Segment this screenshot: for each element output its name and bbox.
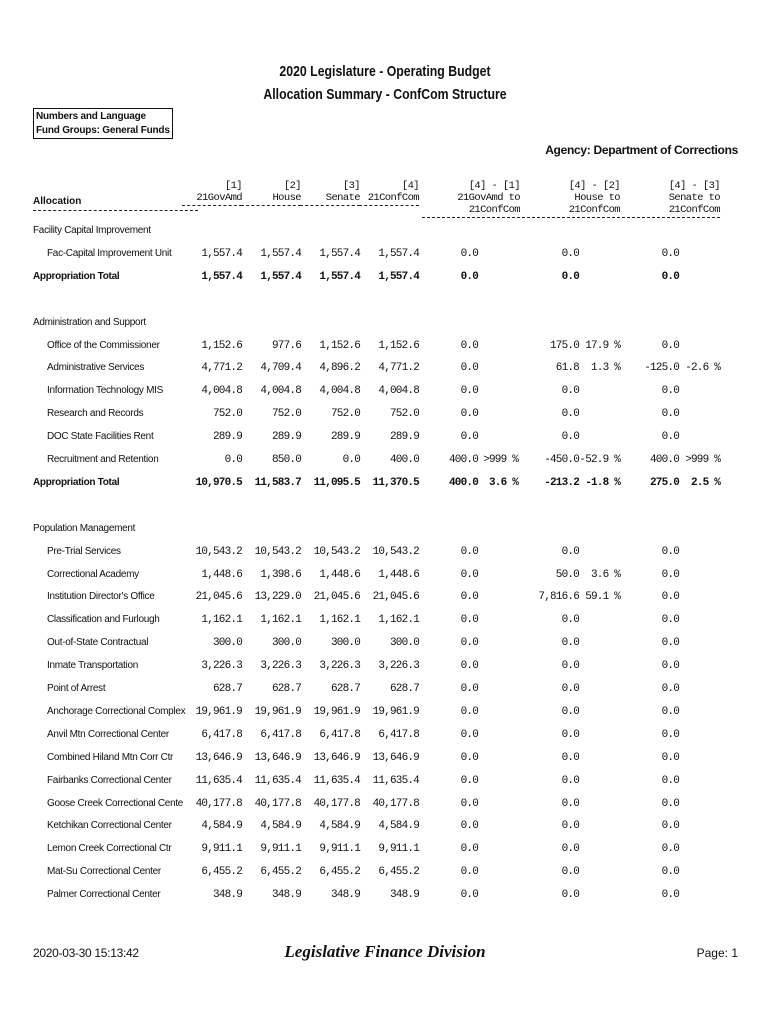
cell-col-4: 3,226.3 [378,660,419,673]
cell-col-3: 348.9 [330,889,360,902]
cell-col-7: 0.0 [561,637,579,650]
cell-col-2: 1,162.1 [260,614,301,627]
cell-col-1: 13,646.9 [195,751,242,764]
cell-col-4: 1,557.4 [378,247,419,260]
cell-col-5: 0.0 [460,705,478,718]
cell-col-7: 0.0 [561,270,579,283]
cell-col-2: 11,583.7 [254,476,301,489]
cell-col-9: -125.0 [644,362,679,375]
cell-col-2: 4,709.4 [260,362,301,375]
cell-col-9: 0.0 [661,866,679,879]
cell-col-7: 0.0 [561,431,579,444]
cell-col-3: 13,646.9 [313,751,360,764]
cell-col-7: 50.0 [555,568,579,581]
cell-col-4: 1,152.6 [378,339,419,352]
col-header-2-num: [2] [283,180,301,192]
cell-col-3: 0.0 [342,454,360,466]
cell-col-2: 850.0 [271,454,301,466]
table-row [0,248,770,268]
cell-col-2: 1,557.4 [260,270,301,283]
row-label: Institution Director's Office [47,591,155,603]
cell-col-5: 0.0 [460,362,478,375]
cell-col-9: 0.0 [661,431,679,444]
cell-col-3: 6,455.2 [319,866,360,879]
section-header [0,317,770,337]
table-row [0,798,770,818]
table-row [0,752,770,772]
col-header-diff-2-name: House to 21ConfCom [522,192,620,218]
cell-col-9: 0.0 [661,545,679,558]
cell-col-1: 10,970.5 [195,476,242,489]
col-header-4-num: [4] [401,180,419,192]
cell-col-7: -450.0 [544,454,579,466]
cell-col-5: 0.0 [460,820,478,833]
row-label: Classification and Furlough [47,614,160,626]
cell-col-9: 0.0 [661,637,679,650]
cell-col-1: 1,557.4 [201,270,242,283]
agency-label: Agency: Department of Corrections [545,143,738,157]
cell-col-7: 0.0 [561,385,579,398]
cell-col-8: 3.6 % [590,568,620,581]
cell-col-1: 4,004.8 [201,385,242,398]
col-header-3-name: Senate [300,192,360,206]
cell-col-5: 400.0 [448,476,478,489]
table-row [0,775,770,795]
cell-col-9: 0.0 [661,683,679,695]
row-label: Palmer Correctional Center [47,889,161,901]
col-header-diff-3-name: Senate to 21ConfCom [622,192,720,218]
col-header-2 [241,180,301,206]
row-label: Lemon Creek Correctional Ctr [47,843,172,855]
cell-col-2: 40,177.8 [254,797,301,810]
row-label: Inmate Transportation [47,660,138,672]
table-row [0,820,770,840]
cell-col-2: 11,635.4 [254,774,301,787]
cell-col-5: 0.0 [460,728,478,741]
cell-col-2: 19,961.9 [254,705,301,718]
cell-col-5: 0.0 [460,247,478,260]
col-header-4-name: 21ConfCom [359,192,419,206]
cell-col-5: 0.0 [460,339,478,352]
table-row [0,454,770,474]
cell-col-1: 10,543.2 [195,545,242,558]
report-timestamp: 2020-03-30 15:13:42 [33,946,139,960]
col-header-diff-2 [522,180,620,218]
cell-col-4: 40,177.8 [372,797,419,810]
section-header [0,225,770,245]
table-row [0,637,770,657]
cell-col-5: 0.0 [460,637,478,650]
cell-col-5: 0.0 [460,591,478,604]
cell-col-9: 400.0 [649,454,679,466]
allocation-header: Allocation [33,196,82,207]
row-label: Goose Creek Correctional Cente [47,797,184,809]
col-header-diff-2-num: [4] - [2] [568,180,620,192]
cell-col-4: 1,557.4 [378,270,419,283]
cell-col-5: 0.0 [460,408,478,421]
cell-col-9: 0.0 [661,774,679,787]
table-row [0,431,770,451]
section-header [0,523,770,543]
cell-col-1: 6,417.8 [201,728,242,741]
col-header-diff-3 [622,180,720,218]
cell-col-1: 40,177.8 [195,797,242,810]
cell-col-9: 0.0 [661,408,679,421]
cell-col-4: 9,911.1 [378,843,419,856]
cell-col-4: 21,045.6 [372,591,419,604]
cell-col-5: 0.0 [460,683,478,695]
table-row [0,569,770,589]
cell-col-9: 0.0 [661,751,679,764]
cell-col-9: 0.0 [661,568,679,581]
col-header-1-name: 21GovAmd [182,192,242,206]
cell-col-4: 4,004.8 [378,385,419,398]
cell-col-4: 628.7 [389,683,419,695]
cell-col-9: 0.0 [661,385,679,398]
cell-col-2: 4,584.9 [260,820,301,833]
cell-col-2: 1,557.4 [260,247,301,260]
cell-col-7: 0.0 [561,820,579,833]
row-label: Ketchikan Correctional Center [47,820,172,832]
col-header-3 [300,180,360,206]
cell-col-6: >999 % [483,454,518,466]
cell-col-5: 0.0 [460,774,478,787]
table-row [0,889,770,909]
cell-col-1: 21,045.6 [195,591,242,604]
col-header-diff-1-name: 21GovAmd to 21ConfCom [422,192,520,218]
division-signature: Legislative Finance Division [284,942,486,961]
table-row [0,408,770,428]
row-label: Mat-Su Correctional Center [47,866,161,878]
row-label: Pre-Trial Services [47,545,121,557]
cell-col-5: 0.0 [460,751,478,764]
cell-col-7: 0.0 [561,797,579,810]
cell-col-1: 300.0 [212,637,242,650]
cell-col-2: 628.7 [271,683,301,695]
cell-col-1: 1,162.1 [201,614,242,627]
cell-col-3: 3,226.3 [319,660,360,673]
row-label: Administrative Services [47,362,145,374]
cell-col-5: 0.0 [460,545,478,558]
row-label: Correctional Academy [47,568,139,580]
cell-col-7: 0.0 [561,728,579,741]
cell-col-4: 1,162.1 [378,614,419,627]
cell-col-10: >999 % [685,454,720,466]
cell-col-4: 4,584.9 [378,820,419,833]
cell-col-4: 10,543.2 [372,545,419,558]
row-label: Population Management [33,522,136,534]
cell-col-3: 6,417.8 [319,728,360,741]
cell-col-7: 0.0 [561,545,579,558]
cell-col-1: 11,635.4 [195,774,242,787]
cell-col-9: 275.0 [649,476,679,489]
appropriation-total-row [0,477,770,497]
cell-col-9: 0.0 [661,339,679,352]
cell-col-3: 1,448.6 [319,568,360,581]
cell-col-7: 0.0 [561,247,579,260]
col-header-3-num: [3] [342,180,360,192]
cell-col-5: 0.0 [460,660,478,673]
col-header-diff-1-num: [4] - [1] [468,180,520,192]
cell-col-1: 348.9 [212,889,242,902]
cell-col-5: 0.0 [460,431,478,444]
cell-col-7: 0.0 [561,774,579,787]
cell-col-7: 0.0 [561,866,579,879]
cell-col-3: 1,557.4 [319,270,360,283]
cell-col-9: 0.0 [661,889,679,902]
cell-col-1: 289.9 [212,431,242,444]
cell-col-2: 289.9 [271,431,301,444]
cell-col-6: 3.6 % [488,476,518,489]
cell-col-2: 6,417.8 [260,728,301,741]
table-row [0,591,770,611]
cell-col-1: 19,961.9 [195,705,242,718]
cell-col-9: 0.0 [661,660,679,673]
cell-col-3: 19,961.9 [313,705,360,718]
table-row [0,843,770,863]
cell-col-7: 7,816.6 [538,591,579,604]
cell-col-2: 300.0 [271,637,301,650]
table-row [0,385,770,405]
cell-col-2: 752.0 [271,408,301,421]
cell-col-8: 59.1 % [585,591,620,604]
cell-col-1: 4,584.9 [201,820,242,833]
cell-col-4: 289.9 [389,431,419,444]
cell-col-3: 1,162.1 [319,614,360,627]
cell-col-4: 13,646.9 [372,751,419,764]
row-label: Out-of-State Contractual [47,637,149,649]
cell-col-1: 628.7 [212,683,242,695]
cell-col-3: 21,045.6 [313,591,360,604]
table-row [0,362,770,382]
col-header-1 [182,180,242,206]
cell-col-5: 400.0 [448,454,478,466]
cell-col-7: 0.0 [561,889,579,902]
cell-col-7: 0.0 [561,408,579,421]
cell-col-9: 0.0 [661,797,679,810]
table-row [0,546,770,566]
report-title: 2020 Legislature - Operating Budget [279,63,491,80]
cell-col-3: 40,177.8 [313,797,360,810]
cell-col-4: 6,417.8 [378,728,419,741]
cell-col-7: 0.0 [561,660,579,673]
cell-col-5: 0.0 [460,843,478,856]
table-row [0,729,770,749]
row-label: Anchorage Correctional Complex [47,705,186,717]
cell-col-1: 1,557.4 [201,247,242,260]
row-label: Anvil Mtn Correctional Center [47,728,169,740]
cell-col-1: 1,448.6 [201,568,242,581]
cell-col-7: 61.8 [555,362,579,375]
allocation-underline [33,210,198,211]
cell-col-4: 6,455.2 [378,866,419,879]
cell-col-4: 752.0 [389,408,419,421]
cell-col-5: 0.0 [460,889,478,902]
table-row [0,660,770,680]
row-label: Fac-Capital Improvement Unit [47,247,172,259]
cell-col-2: 348.9 [271,889,301,902]
cell-col-4: 19,961.9 [372,705,419,718]
cell-col-4: 11,635.4 [372,774,419,787]
cell-col-3: 9,911.1 [319,843,360,856]
cell-col-3: 4,004.8 [319,385,360,398]
col-header-diff-3-num: [4] - [3] [668,180,720,192]
table-row [0,614,770,634]
cell-col-4: 11,370.5 [372,476,419,489]
cell-col-3: 300.0 [330,637,360,650]
cell-col-3: 628.7 [330,683,360,695]
cell-col-3: 11,635.4 [313,774,360,787]
page-number: Page: 1 [696,946,738,960]
cell-col-5: 0.0 [460,270,478,283]
report-subtitle: Allocation Summary - ConfCom Structure [263,86,507,103]
cell-col-8: -1.8 % [585,476,620,489]
row-label: Research and Records [47,408,144,420]
row-label: DOC State Facilities Rent [47,431,154,443]
table-row [0,340,770,360]
cell-col-4: 4,771.2 [378,362,419,375]
cell-col-9: 0.0 [661,843,679,856]
cell-col-2: 13,229.0 [254,591,301,604]
cell-col-3: 10,543.2 [313,545,360,558]
cell-col-7: -213.2 [544,476,579,489]
cell-col-2: 6,455.2 [260,866,301,879]
fund-groups-label: Fund Groups: General Funds [36,125,170,136]
cell-col-3: 11,095.5 [313,476,360,489]
row-label: Appropriation Total [33,270,120,282]
row-label: Appropriation Total [33,476,120,488]
cell-col-9: 0.0 [661,820,679,833]
cell-col-2: 13,646.9 [254,751,301,764]
cell-col-8: 1.3 % [590,362,620,375]
col-header-2-name: House [241,192,301,206]
cell-col-5: 0.0 [460,385,478,398]
cell-col-2: 3,226.3 [260,660,301,673]
appropriation-total-row [0,271,770,291]
numbers-language-label: Numbers and Language [36,111,146,122]
row-label: Point of Arrest [47,683,106,694]
cell-col-4: 300.0 [389,637,419,650]
cell-col-9: 0.0 [661,614,679,627]
cell-col-2: 4,004.8 [260,385,301,398]
cell-col-4: 400.0 [389,454,419,466]
row-label: Office of the Commissioner [47,339,160,351]
cell-col-4: 348.9 [389,889,419,902]
cell-col-1: 3,226.3 [201,660,242,673]
cell-col-8: 17.9 % [585,339,620,352]
col-header-4 [359,180,419,206]
cell-col-1: 4,771.2 [201,362,242,375]
cell-col-10: -2.6 % [685,362,720,375]
cell-col-7: 175.0 [549,339,579,352]
cell-col-8: -52.9 % [579,454,620,466]
cell-col-5: 0.0 [460,568,478,581]
cell-col-5: 0.0 [460,614,478,627]
row-label: Fairbanks Correctional Center [47,774,172,786]
cell-col-4: 1,448.6 [378,568,419,581]
table-row [0,706,770,726]
cell-col-1: 752.0 [212,408,242,421]
table-row [0,683,770,703]
cell-col-3: 752.0 [330,408,360,421]
col-header-diff-1 [422,180,520,218]
cell-col-2: 10,543.2 [254,545,301,558]
row-label: Combined Hiland Mtn Corr Ctr [47,751,174,763]
cell-col-1: 6,455.2 [201,866,242,879]
row-label: Information Technology MIS [47,385,163,397]
cell-col-3: 4,584.9 [319,820,360,833]
cell-col-7: 0.0 [561,614,579,627]
filter-box [33,108,173,139]
cell-col-3: 4,896.2 [319,362,360,375]
cell-col-7: 0.0 [561,843,579,856]
row-label: Recruitment and Retention [47,454,159,465]
cell-col-9: 0.0 [661,705,679,718]
cell-col-1: 1,152.6 [201,339,242,352]
cell-col-9: 0.0 [661,270,679,283]
cell-col-7: 0.0 [561,705,579,718]
cell-col-2: 1,398.6 [260,568,301,581]
cell-col-3: 289.9 [330,431,360,444]
cell-col-7: 0.0 [561,683,579,695]
cell-col-9: 0.0 [661,728,679,741]
cell-col-1: 0.0 [224,454,242,466]
col-header-1-num: [1] [224,180,242,192]
cell-col-9: 0.0 [661,247,679,260]
cell-col-5: 0.0 [460,797,478,810]
cell-col-5: 0.0 [460,866,478,879]
table-row [0,866,770,886]
cell-col-9: 0.0 [661,591,679,604]
cell-col-2: 9,911.1 [260,843,301,856]
row-label: Administration and Support [33,316,146,328]
cell-col-3: 1,152.6 [319,339,360,352]
row-label: Facility Capital Improvement [33,225,151,236]
cell-col-10: 2.5 % [690,476,720,489]
cell-col-1: 9,911.1 [201,843,242,856]
cell-col-2: 977.6 [271,339,301,352]
cell-col-3: 1,557.4 [319,247,360,260]
cell-col-7: 0.0 [561,751,579,764]
